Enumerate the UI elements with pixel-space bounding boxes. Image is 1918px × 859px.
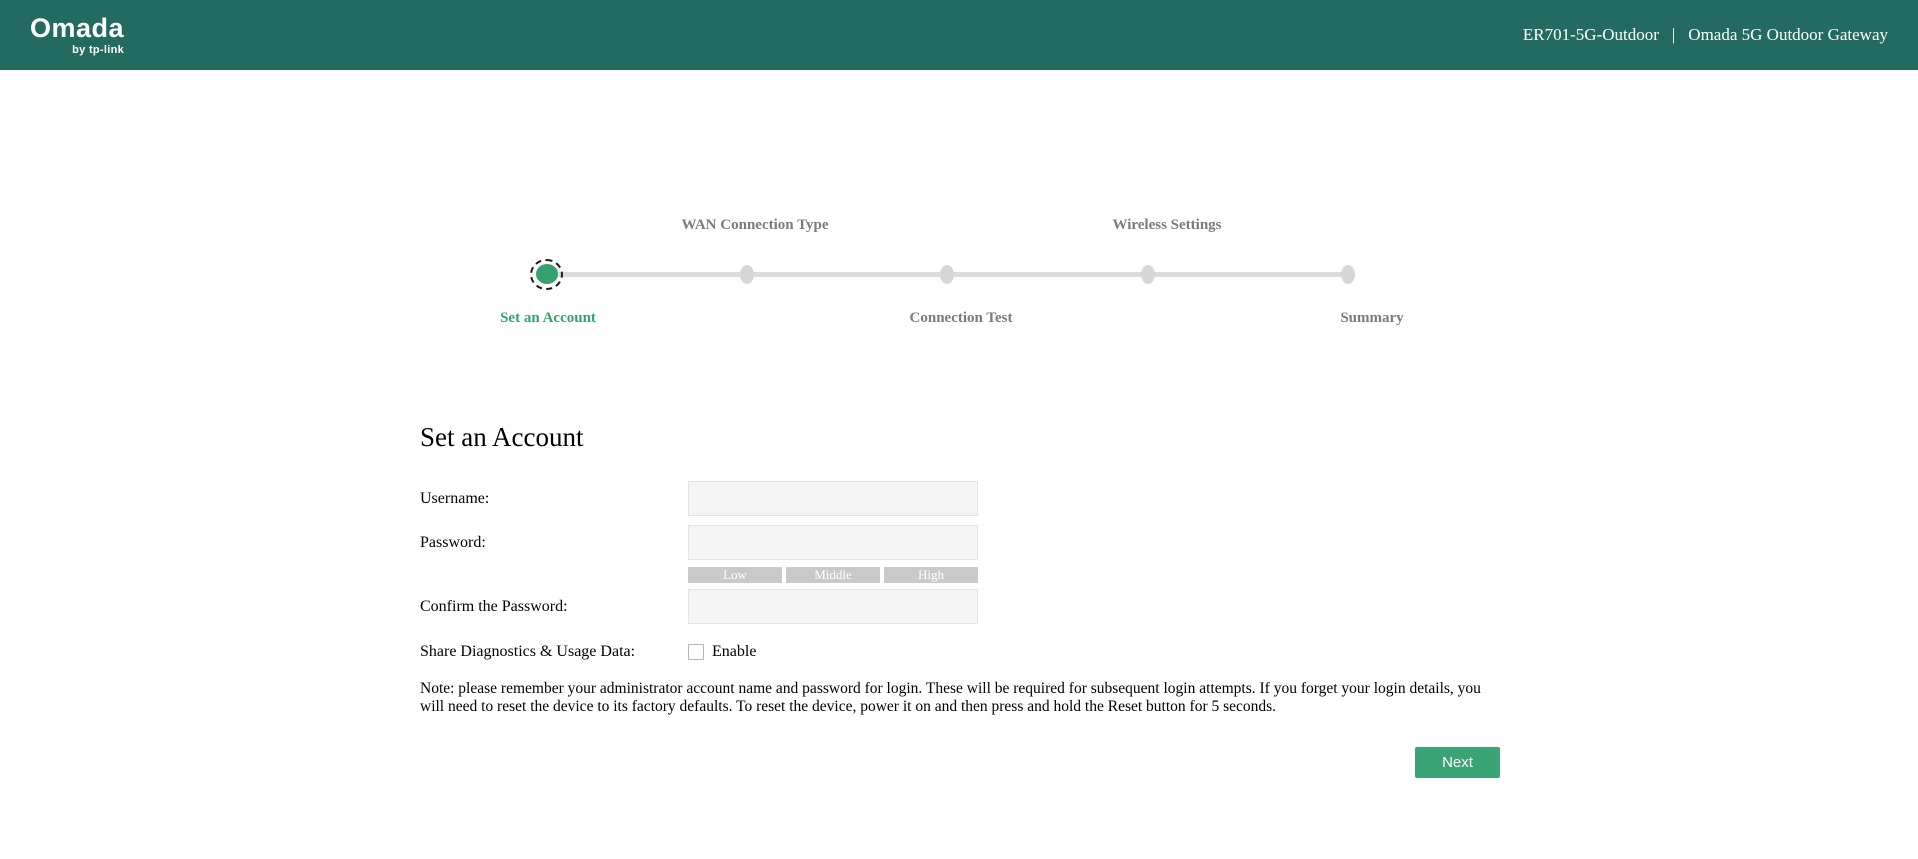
password-row <box>420 525 978 560</box>
tplink-logo-subtext: by tp-link <box>72 43 125 56</box>
enable-label[interactable]: Enable <box>712 643 757 660</box>
note-text: Note: please remember your administrator account name and password for login. These will be required for subsequent login attempts. If you forget your login details, you will need to reset the device to its factory defaults. To reset the device, power it on and then press and hold the Reset button for 5 seconds. <box>420 680 1481 715</box>
setup-stepper <box>420 215 1480 333</box>
step-dot-summary <box>1341 265 1355 284</box>
device-model: ER701-5G-Outdoor <box>1522 25 1659 44</box>
step-label-wireless-settings: Wireless Settings <box>1112 217 1222 233</box>
header-separator: | <box>1671 25 1676 44</box>
username-input[interactable] <box>688 481 978 516</box>
step-label-connection-test: Connection Test <box>909 310 1013 326</box>
step-dot-wan-connection-type <box>740 265 754 284</box>
step-dot-set-an-account <box>536 264 558 284</box>
password-strength-meter <box>688 567 978 583</box>
diagnostics-row <box>420 638 756 666</box>
header-device-info <box>1523 25 1888 45</box>
diagnostics-label: Share Diagnostics & Usage Data: <box>420 643 636 660</box>
omada-logo <box>30 12 125 56</box>
strength-high-segment: High <box>884 567 978 583</box>
step-dot-wireless-settings <box>1141 265 1155 284</box>
step-label-set-an-account: Set an Account <box>500 310 596 326</box>
step-label-wan-connection-type: WAN Connection Type <box>681 217 829 233</box>
confirm-password-label: Confirm the Password: <box>420 597 568 615</box>
page-title: Set an Account <box>420 422 584 452</box>
step-dot-connection-test <box>940 265 954 284</box>
username-row <box>420 481 978 516</box>
next-button[interactable]: Next <box>1415 747 1500 778</box>
omada-logo-text: Omada <box>30 12 125 43</box>
password-input[interactable] <box>688 525 978 560</box>
product-name: Omada 5G Outdoor Gateway <box>1688 25 1888 44</box>
strength-middle-segment: Middle <box>786 567 880 583</box>
username-label: Username: <box>420 489 490 507</box>
header-bar <box>0 0 1918 70</box>
confirm-password-row <box>420 589 978 624</box>
confirm-password-input[interactable] <box>688 589 978 624</box>
enable-checkbox[interactable] <box>688 644 704 660</box>
password-label: Password: <box>420 533 486 551</box>
step-label-summary: Summary <box>1340 310 1404 326</box>
strength-low-segment: Low <box>688 567 782 583</box>
